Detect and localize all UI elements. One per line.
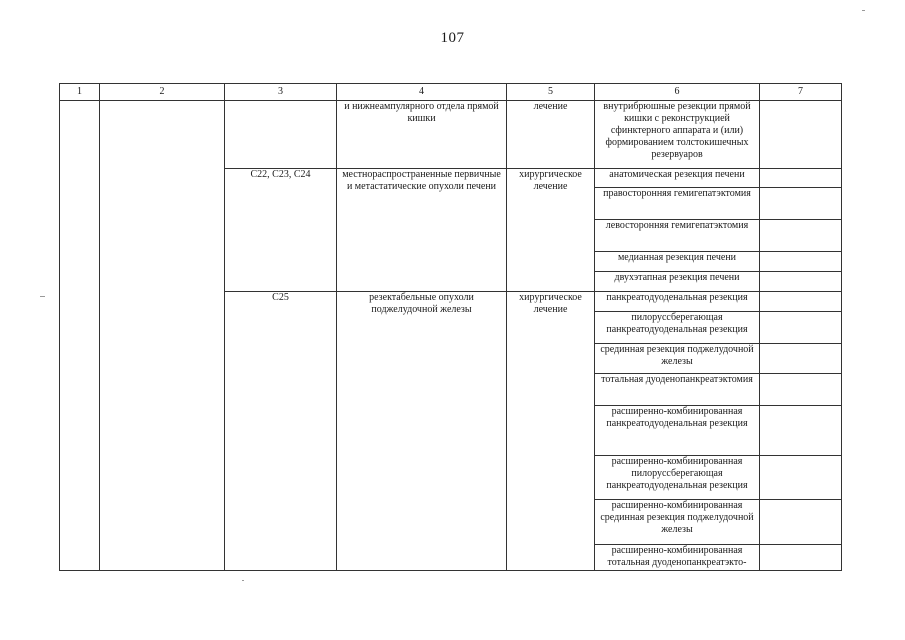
cell-col-7 [760,374,842,406]
header-row [60,84,842,101]
cell-col-7 [760,272,842,292]
header-col-3: 3 [225,84,337,101]
header-col-1: 1 [60,84,100,101]
cell-procedure: левосторонняя гемигепатэктомия [595,220,760,252]
cell-col-7 [760,292,842,312]
cell-icd-code: C25 [225,292,337,571]
cell-icd-code: C22, C23, C24 [225,169,337,292]
cell-col-7 [760,188,842,220]
cell-col-7 [760,169,842,188]
cell-procedure: срединная резекция поджелудочной железы [595,344,760,374]
cell-procedure: расширенно-комбинированная срединная резекция поджелудочной железы [595,500,760,545]
cell-col-7 [760,220,842,252]
cell-procedure: панкреатодуоденальная резекция [595,292,760,312]
cell-diagnosis: резектабельные опухоли поджелудочной железы [337,292,507,571]
cell-procedure: расширенно-комбинированная панкреатодуоденальная резекция [595,406,760,456]
cell-procedure: пилоруссберегающая панкреатодуоденальная резекция [595,312,760,344]
header-col-2: 2 [100,84,225,101]
header-col-5: 5 [507,84,595,101]
table-row [60,101,842,169]
page-number: 107 [440,30,465,46]
scan-artifact [242,580,244,581]
cell-col-7 [760,500,842,545]
cell-treatment-type: лечение [507,101,595,169]
header-col-6: 6 [595,84,760,101]
cell-procedure: расширенно-комбинированная тотальная дуоденопанкреатэкто- [595,545,760,571]
scan-artifact [862,10,865,11]
cell-procedure: медианная резекция печени [595,252,760,272]
cell-procedure: анатомическая резекция печени [595,169,760,188]
cell-treatment-type: хирургическое лечение [507,169,595,292]
cell-col-3-empty [225,101,337,169]
cell-col-7 [760,456,842,500]
header-col-4: 4 [337,84,507,101]
cell-procedure: двухэтапная резекция печени [595,272,760,292]
cell-diagnosis: местнораспространенные первичные и метастатические опухоли печени [337,169,507,292]
cell-col-7 [760,344,842,374]
procedures-table [59,83,842,571]
cell-procedure: правосторонняя гемигепатэктомия [595,188,760,220]
cell-procedure: тотальная дуоденопанкреатэктомия [595,374,760,406]
cell-col-7 [760,252,842,272]
header-col-7: 7 [760,84,842,101]
cell-col-7 [760,101,842,169]
cell-col-7 [760,312,842,344]
cell-procedure: расширенно-комбинированная пилоруссберегающая панкреатодуоденальная резекция [595,456,760,500]
cell-col-7 [760,406,842,456]
scan-artifact [40,296,45,297]
cell-procedure: внутрибрюшные резекции прямой кишки с реконструкцией сфинктерного аппарата и (или) формированием толстокишечных резервуаров [595,101,760,169]
cell-treatment-type: хирургическое лечение [507,292,595,571]
cell-col-7 [760,545,842,571]
cell-col-2 [100,101,225,571]
cell-col-1 [60,101,100,571]
cell-diagnosis: и нижнеампулярного отдела прямой кишки [337,101,507,169]
